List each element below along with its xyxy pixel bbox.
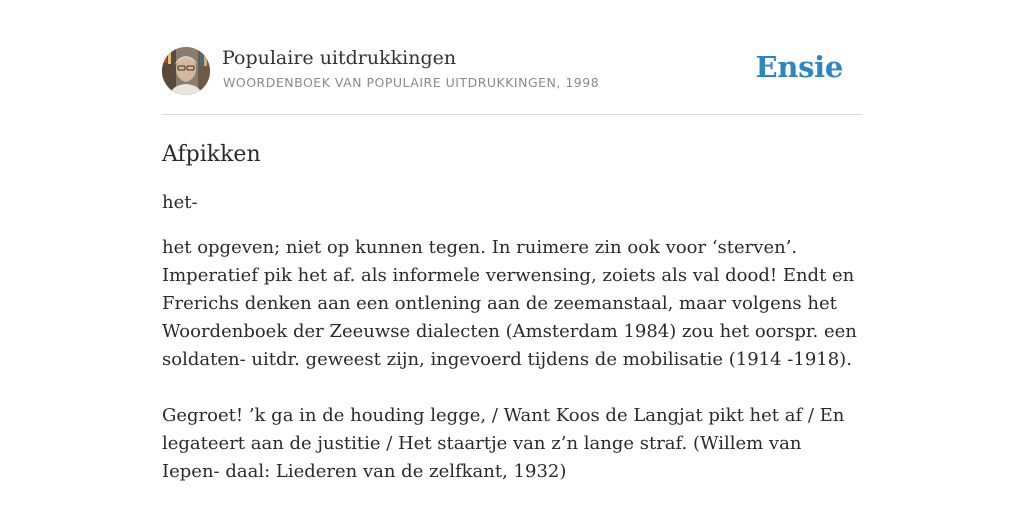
entry-part-of-speech: het- xyxy=(162,192,198,213)
entry-card xyxy=(162,46,862,486)
author-portrait-icon xyxy=(162,47,210,95)
entry-term: Afpikken xyxy=(162,142,261,167)
entry-definition: het opgeven; niet op kunnen tegen. In ruimere zin ook voor ‘sterven’. Imperatief pik het af. als informele verwensing, zoiets als val dood! Endt en Frerichs denken aan een ontlening aan de zeemanstaal, maar volgens het Woordenboek der Zeeuwse dialecten (Amsterdam 1984) zou het oorspr. een soldaten- uitdr. geweest zijn, ingevoerd tijdens de mobilisatie (1914 -1918). xyxy=(162,237,857,370)
source-subtitle: WOORDENBOEK VAN POPULAIRE UITDRUKKINGEN, 1998 xyxy=(223,75,600,90)
ensie-logo-link[interactable]: Ensie xyxy=(755,50,843,84)
source-header xyxy=(162,46,862,115)
author-avatar[interactable] xyxy=(162,47,210,95)
source-title[interactable]: Populaire uitdrukkingen xyxy=(222,47,457,69)
entry-quote: Gegroet! ’k ga in de houding legge, / Want Koos de Langjat pikt het af / En legateert aan de justitie / Het staartje van z’n lange straf. (Willem van Iepen- daal: Liederen van de zelfkant, 1932) xyxy=(162,405,845,482)
